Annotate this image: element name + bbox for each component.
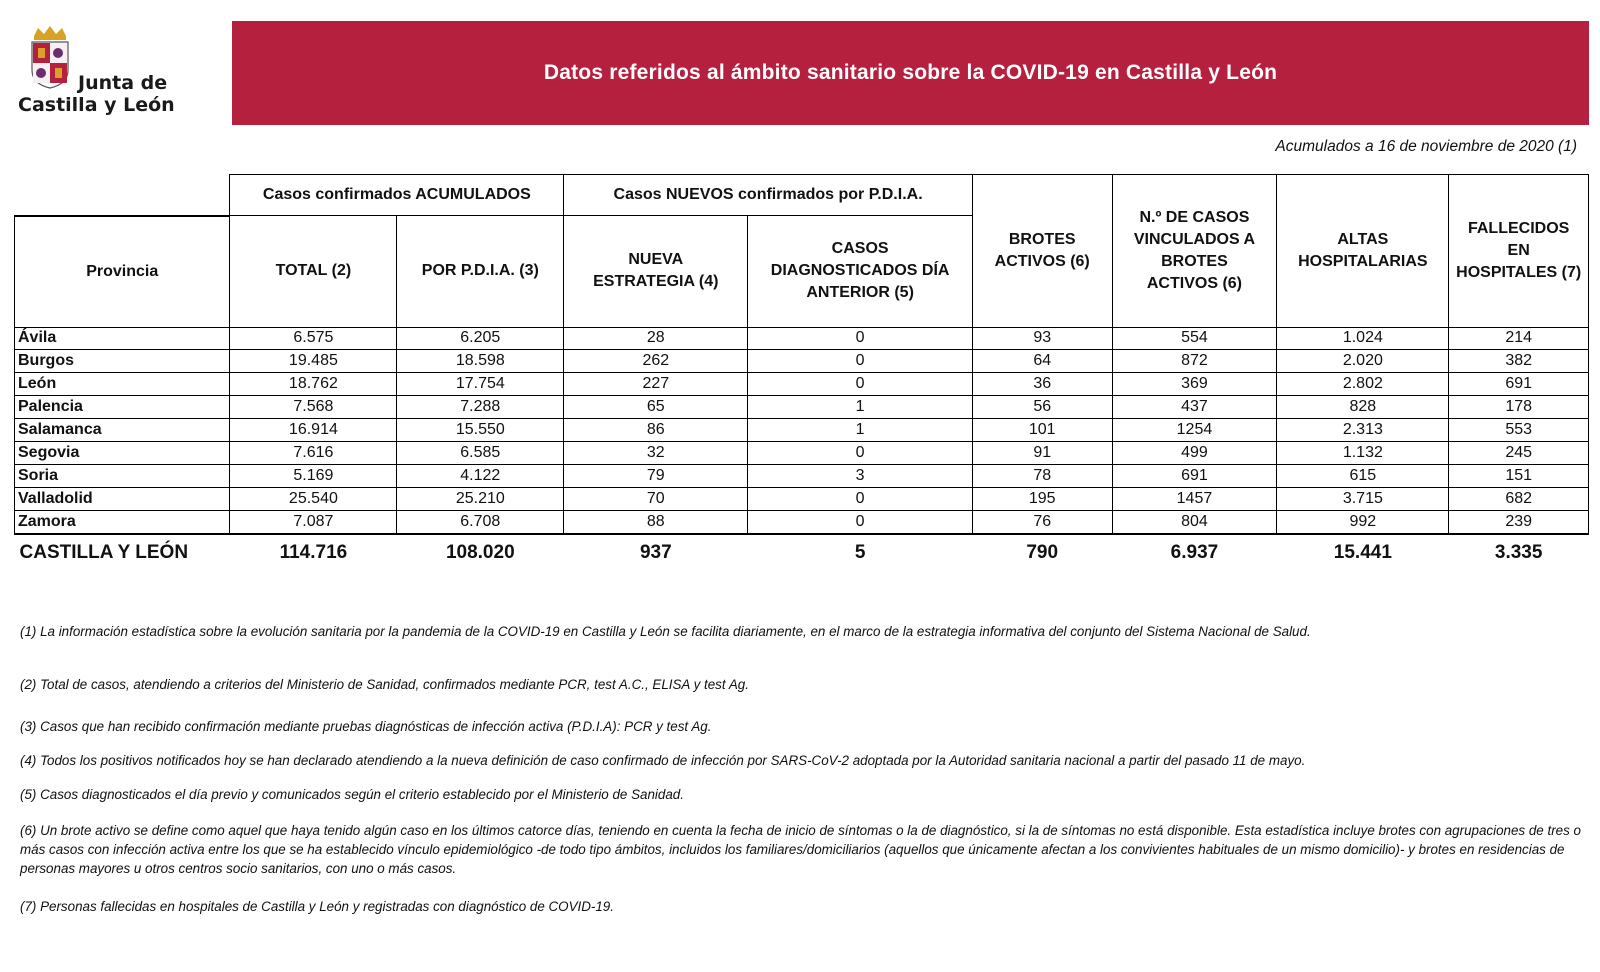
cell-casos-diagnosticados: 0 xyxy=(748,487,973,510)
col-header-brotes: BROTES ACTIVOS (6) xyxy=(972,175,1112,328)
cell-casos-diagnosticados: 0 xyxy=(748,510,973,533)
cell-fallecidos: 151 xyxy=(1449,464,1589,487)
title-banner xyxy=(232,21,1589,125)
cell-casos-diagnosticados: 0 xyxy=(748,327,973,350)
cell-por-pdia: 25.210 xyxy=(397,487,564,510)
cell-nueva-estrategia: 32 xyxy=(564,441,748,464)
covid-data-table xyxy=(14,174,1589,571)
footnote-1: (1) La información estadística sobre la evolución sanitaria por la pandemia de la COVID-19 en Castilla y León se facilita diariamente, en el marco de la estrategia informativa del conjunto del Sistema Nacional de Salud. xyxy=(20,624,1311,639)
total-provincia: CASTILLA Y LEÓN xyxy=(15,534,230,571)
cell-por-pdia: 6.708 xyxy=(397,510,564,533)
cell-nueva-estrategia: 70 xyxy=(564,487,748,510)
cell-total: 16.914 xyxy=(230,419,397,442)
table-row xyxy=(15,327,1589,350)
footnote-3: (3) Casos que han recibido confirmación mediante pruebas diagnósticas de infección activa (P.D.I.A): PCR y test Ag. xyxy=(20,719,712,734)
footnote-5: (5) Casos diagnosticados el día previo y comunicados según el criterio establecido por el Ministerio de Sanidad. xyxy=(20,787,684,802)
cell-altas: 2.802 xyxy=(1277,373,1449,396)
total-vinculados: 6.937 xyxy=(1112,534,1277,571)
cell-total: 25.540 xyxy=(230,487,397,510)
cell-casos-diagnosticados: 3 xyxy=(748,464,973,487)
cell-fallecidos: 682 xyxy=(1449,487,1589,510)
cell-altas: 992 xyxy=(1277,510,1449,533)
cell-provincia: León xyxy=(15,373,230,396)
cell-total: 7.087 xyxy=(230,510,397,533)
cell-por-pdia: 4.122 xyxy=(397,464,564,487)
cell-altas: 1.024 xyxy=(1277,327,1449,350)
cell-provincia: Burgos xyxy=(15,350,230,373)
table-row xyxy=(15,464,1589,487)
group-header-acumulados: Casos confirmados ACUMULADOS xyxy=(230,175,564,216)
cell-vinculados: 554 xyxy=(1112,327,1277,350)
table-row xyxy=(15,510,1589,533)
cell-provincia: Valladolid xyxy=(15,487,230,510)
col-header-total: TOTAL (2) xyxy=(230,216,397,328)
cell-altas: 1.132 xyxy=(1277,441,1449,464)
cell-provincia: Palencia xyxy=(15,396,230,419)
table-corner xyxy=(15,175,230,216)
cell-nueva-estrategia: 86 xyxy=(564,419,748,442)
cell-por-pdia: 6.585 xyxy=(397,441,564,464)
cell-altas: 615 xyxy=(1277,464,1449,487)
table-row xyxy=(15,396,1589,419)
logo-wordmark xyxy=(18,72,175,116)
footnote-7: (7) Personas fallecidas en hospitales de Castilla y León y registradas con diagnóstico de COVID-19. xyxy=(20,899,614,914)
cell-brotes: 56 xyxy=(972,396,1112,419)
cell-fallecidos: 239 xyxy=(1449,510,1589,533)
logo-line-2: Castilla y León xyxy=(18,94,175,116)
cell-fallecidos: 553 xyxy=(1449,419,1589,442)
cell-fallecidos: 214 xyxy=(1449,327,1589,350)
footnote-4: (4) Todos los positivos notificados hoy se han declarado atendiendo a la nueva definición de caso confirmado de infección por SARS-CoV-2 adoptada por la Autoridad sanitaria nacional a partir del pasado 11 de mayo. xyxy=(20,753,1306,768)
cell-total: 6.575 xyxy=(230,327,397,350)
table-body xyxy=(15,327,1589,571)
col-header-vinculados: N.º DE CASOS VINCULADOS A BROTES ACTIVOS (6) xyxy=(1112,175,1277,328)
cell-casos-diagnosticados: 0 xyxy=(748,441,973,464)
cell-nueva-estrategia: 227 xyxy=(564,373,748,396)
footnote-6: (6) Un brote activo se define como aquel que haya tenido algún caso en los últimos catorce días, teniendo en cuenta la fecha de inicio de síntomas o la de diagnóstico, si la de síntomas no está disponible. Esta estadística incluye brotes con agrupaciones de tres o más casos con infección activa entre los que se ha establecido vínculo epidemiológico -de todo tipo ámbitos, incluidos los familiares/domiciliarios (aquellos que únicamente afectan a los convivientes habituales de un mismo domicilio)- y brotes en residencias de personas mayores u otros centros socio sanitarios, con uno o más casos. xyxy=(20,823,1581,876)
cell-vinculados: 804 xyxy=(1112,510,1277,533)
cell-casos-diagnosticados: 0 xyxy=(748,373,973,396)
table-row xyxy=(15,487,1589,510)
cell-vinculados: 437 xyxy=(1112,396,1277,419)
logo-line-1: Junta de xyxy=(78,72,168,94)
group-header-nuevos: Casos NUEVOS confirmados por P.D.I.A. xyxy=(564,175,973,216)
total-nueva-estrategia: 937 xyxy=(564,534,748,571)
cell-brotes: 91 xyxy=(972,441,1112,464)
col-header-nueva-estrategia: NUEVA ESTRATEGIA (4) xyxy=(564,216,748,328)
cell-fallecidos: 245 xyxy=(1449,441,1589,464)
cell-brotes: 36 xyxy=(972,373,1112,396)
table-row xyxy=(15,441,1589,464)
total-por-pdia: 108.020 xyxy=(397,534,564,571)
cell-total: 7.568 xyxy=(230,396,397,419)
cell-altas: 828 xyxy=(1277,396,1449,419)
cell-total: 19.485 xyxy=(230,350,397,373)
cell-vinculados: 1457 xyxy=(1112,487,1277,510)
cell-vinculados: 1254 xyxy=(1112,419,1277,442)
cell-total: 18.762 xyxy=(230,373,397,396)
col-header-por-pdia: POR P.D.I.A. (3) xyxy=(397,216,564,328)
cell-brotes: 78 xyxy=(972,464,1112,487)
cell-altas: 3.715 xyxy=(1277,487,1449,510)
total-total: 114.716 xyxy=(230,534,397,571)
cell-brotes: 93 xyxy=(972,327,1112,350)
cell-provincia: Segovia xyxy=(15,441,230,464)
table-row xyxy=(15,419,1589,442)
dateline: Acumulados a 16 de noviembre de 2020 (1) xyxy=(1275,138,1577,155)
col-header-casos-diagnosticados: CASOS DIAGNOSTICADOS DÍA ANTERIOR (5) xyxy=(748,216,973,328)
cell-provincia: Salamanca xyxy=(15,419,230,442)
page-title: Datos referidos al ámbito sanitario sobre la COVID-19 en Castilla y León xyxy=(543,61,1278,84)
footnote-2: (2) Total de casos, atendiendo a criterios del Ministerio de Sanidad, confirmados mediante PCR, test A.C., ELISA y test Ag. xyxy=(20,677,749,692)
total-brotes: 790 xyxy=(972,534,1112,571)
cell-por-pdia: 7.288 xyxy=(397,396,564,419)
cell-total: 7.616 xyxy=(230,441,397,464)
col-header-altas: ALTAS HOSPITALARIAS xyxy=(1277,175,1449,328)
cell-fallecidos: 691 xyxy=(1449,373,1589,396)
total-altas: 15.441 xyxy=(1277,534,1449,571)
cell-casos-diagnosticados: 1 xyxy=(748,396,973,419)
cell-brotes: 195 xyxy=(972,487,1112,510)
junta-logo xyxy=(14,26,184,121)
cell-altas: 2.313 xyxy=(1277,419,1449,442)
cell-brotes: 64 xyxy=(972,350,1112,373)
cell-provincia: Zamora xyxy=(15,510,230,533)
cell-brotes: 101 xyxy=(972,419,1112,442)
cell-vinculados: 872 xyxy=(1112,350,1277,373)
total-fallecidos: 3.335 xyxy=(1449,534,1589,571)
cell-nueva-estrategia: 88 xyxy=(564,510,748,533)
cell-total: 5.169 xyxy=(230,464,397,487)
cell-provincia: Ávila xyxy=(15,327,230,350)
cell-por-pdia: 6.205 xyxy=(397,327,564,350)
cell-brotes: 76 xyxy=(972,510,1112,533)
cell-por-pdia: 18.598 xyxy=(397,350,564,373)
cell-vinculados: 369 xyxy=(1112,373,1277,396)
cell-nueva-estrategia: 79 xyxy=(564,464,748,487)
cell-nueva-estrategia: 262 xyxy=(564,350,748,373)
cell-casos-diagnosticados: 0 xyxy=(748,350,973,373)
cell-por-pdia: 15.550 xyxy=(397,419,564,442)
cell-fallecidos: 178 xyxy=(1449,396,1589,419)
total-casos-diagnosticados: 5 xyxy=(748,534,973,571)
cell-nueva-estrategia: 65 xyxy=(564,396,748,419)
cell-nueva-estrategia: 28 xyxy=(564,327,748,350)
total-row xyxy=(15,534,1589,571)
cell-por-pdia: 17.754 xyxy=(397,373,564,396)
table-row xyxy=(15,373,1589,396)
cell-altas: 2.020 xyxy=(1277,350,1449,373)
cell-fallecidos: 382 xyxy=(1449,350,1589,373)
col-header-provincia: Provincia xyxy=(15,216,230,328)
cell-casos-diagnosticados: 1 xyxy=(748,419,973,442)
cell-vinculados: 691 xyxy=(1112,464,1277,487)
table-row xyxy=(15,350,1589,373)
cell-vinculados: 499 xyxy=(1112,441,1277,464)
col-header-fallecidos: FALLECIDOS EN HOSPITALES (7) xyxy=(1449,175,1589,328)
cell-provincia: Soria xyxy=(15,464,230,487)
